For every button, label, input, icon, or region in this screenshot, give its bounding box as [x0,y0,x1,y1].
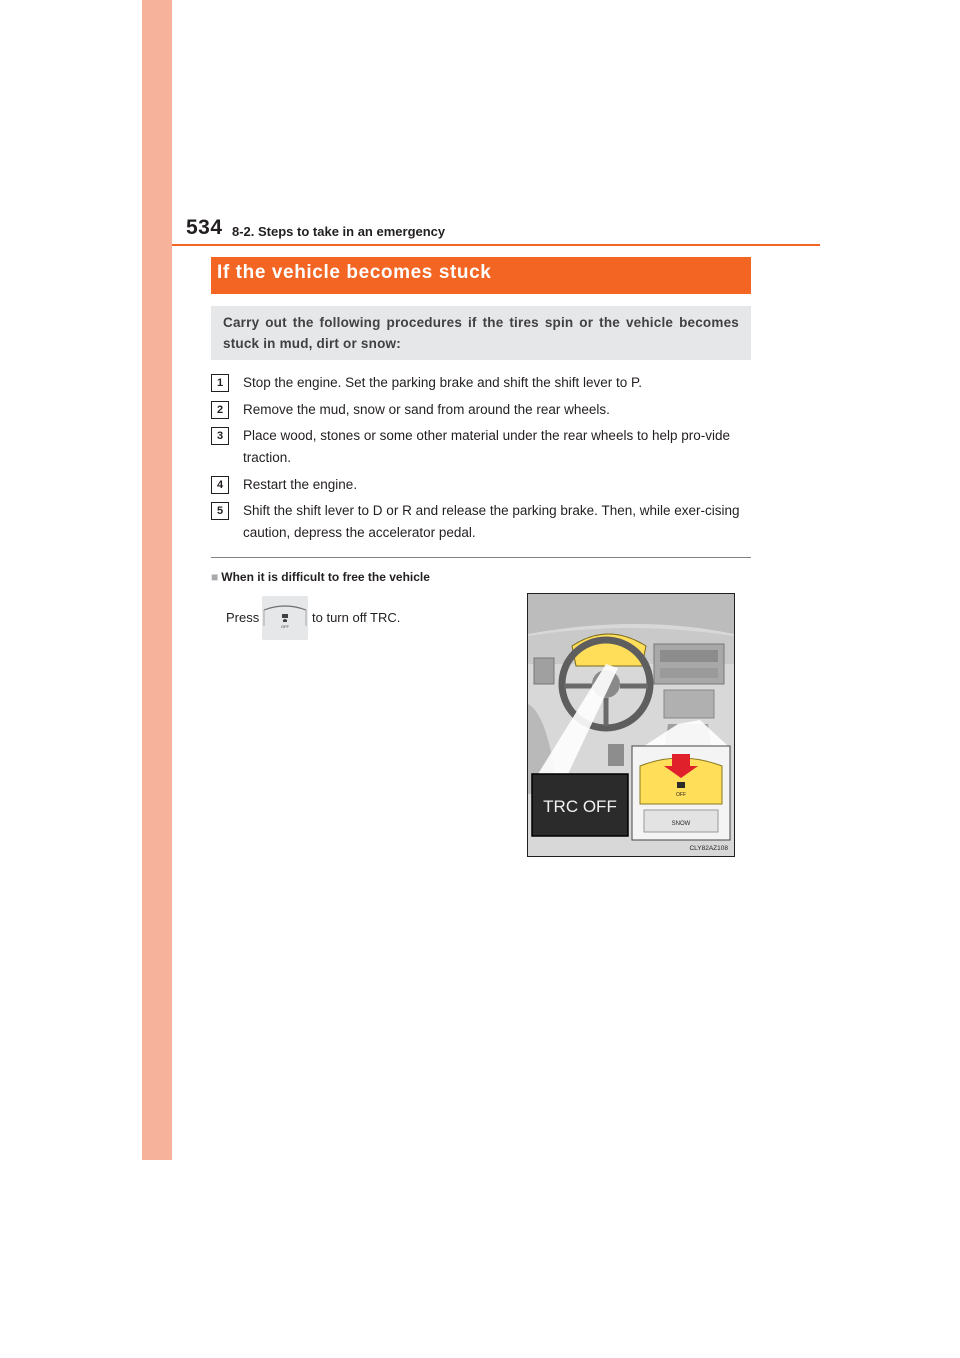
trc-off-indicator: TRC OFF [543,797,617,816]
section-title: 8-2. Steps to take in an emergency [232,224,446,239]
step-text: Stop the engine. Set the parking brake and shift the shift lever to P. [243,375,643,390]
square-bullet-icon: ■ [211,570,219,584]
side-band [142,0,172,1160]
page-number: 534 [186,216,223,239]
off-label: OFF [676,792,686,798]
dashboard-illustration [527,593,735,857]
note-title: When it is difficult to free the vehicle [221,570,430,584]
header-rule [172,244,820,246]
note-heading [211,570,430,584]
step-text: Restart the engine. [243,477,358,492]
heading-title: If the vehicle becomes stuck [217,262,492,283]
step-number: 5 [211,502,229,520]
intro-text: Carry out the following procedures if the tires spin or the vehicle becomes stuck in mud, dirt or snow: [223,315,739,351]
press-text: Press [226,610,260,625]
intro-box [211,306,751,360]
step-number: 2 [211,401,229,419]
snow-label: SNOW [671,821,691,827]
divider [211,557,751,558]
svg-text:OFF: OFF [281,624,289,629]
trc-off-button-icon [262,596,308,640]
step-text: Remove the mud, snow or sand from around the rear wheels. [243,402,610,417]
step-number: 1 [211,374,229,392]
step-text: Place wood, stones or some other material under the rear wheels to help pro-vide traction. [243,428,731,465]
illustration-code: CLY82AZ108 [689,845,728,852]
press-text-after: to turn off TRC. [312,610,401,625]
step-number: 4 [211,476,229,494]
step-number: 3 [211,427,229,445]
step-text: Shift the shift lever to D or R and release the parking brake. Then, while exer-cising caution, depress the accelerator pedal. [243,503,740,540]
heading-bar [211,257,751,294]
